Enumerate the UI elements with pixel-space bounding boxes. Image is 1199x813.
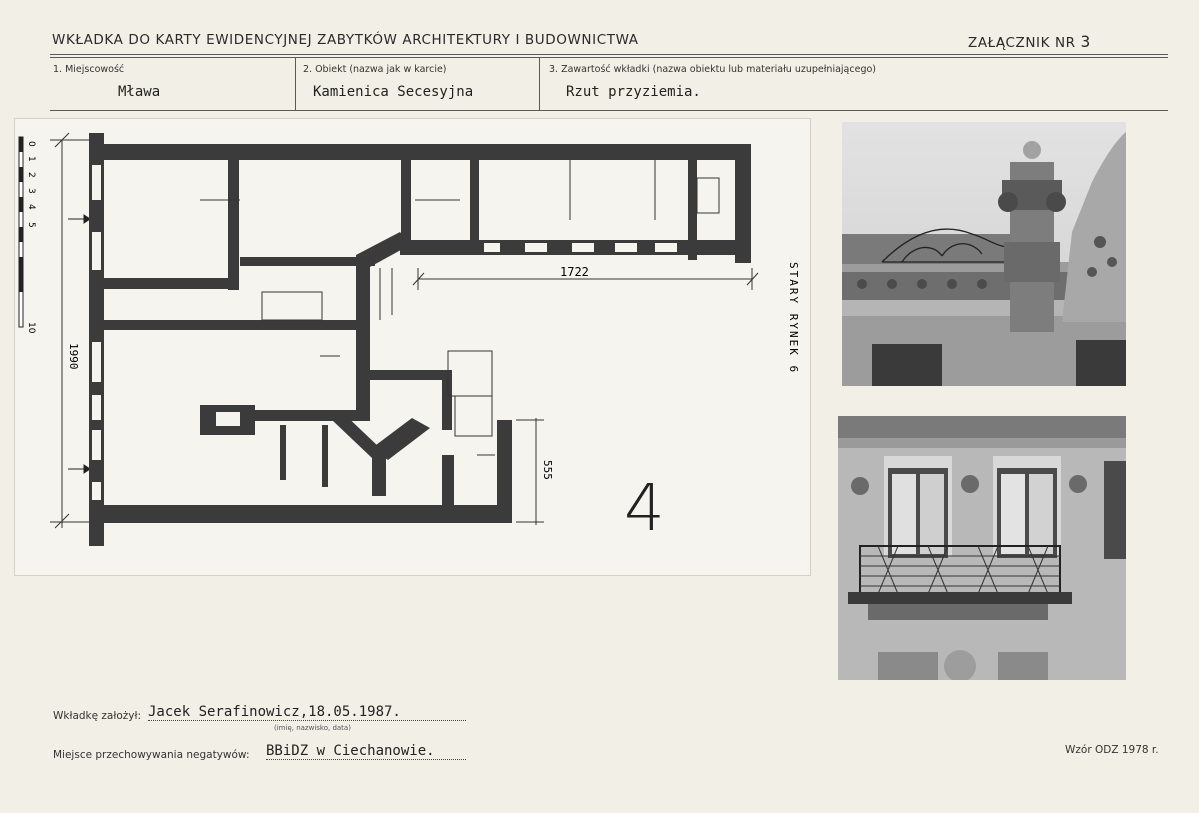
scale-tick-10: 10 xyxy=(26,322,36,334)
field-label-place: 1. Miejscowość xyxy=(53,64,125,75)
scale-tick-5: 5 xyxy=(26,222,36,228)
scale-bar xyxy=(19,137,23,327)
template-note: Wzór ODZ 1978 r. xyxy=(1065,744,1159,756)
scale-tick-2: 2 xyxy=(26,172,36,178)
photo-cornice xyxy=(842,122,1126,386)
field-value-content: Rzut przyziemia. xyxy=(566,84,701,100)
photo-cornice-image xyxy=(842,122,1126,386)
annex-number: 3 xyxy=(1080,32,1091,51)
storage-label: Miejsce przechowywania negatywów: xyxy=(53,749,250,761)
field-label-content: 3. Zawartość wkładki (nazwa obiektu lub materiału uzupełniającego) xyxy=(549,64,876,75)
dimension-depth: 555 xyxy=(541,460,554,480)
street-label: STARY RYNEK 6 xyxy=(787,262,800,375)
dimension-length: 1722 xyxy=(560,265,589,279)
photo-balcony-image xyxy=(838,416,1126,680)
storage-value: BBiDZ w Ciechanowie. xyxy=(266,743,466,760)
dimension-height: 1990 xyxy=(67,343,80,370)
field-value-object: Kamienica Secesyjna xyxy=(313,84,474,100)
annex-label xyxy=(968,32,1091,51)
field-label-object: 2. Obiekt (nazwa jak w karcie) xyxy=(303,64,447,75)
scale-tick-1: 1 xyxy=(26,156,36,162)
sheet-number: 4 xyxy=(624,472,665,546)
annex-label-text: ZAŁĄCZNIK NR xyxy=(968,35,1076,51)
photo-balcony xyxy=(838,416,1126,680)
form-title: WKŁADKA DO KARTY EWIDENCYJNEJ ZABYTKÓW ARCHITEKTURY I BUDOWNICTWA xyxy=(52,32,639,48)
author-label: Wkładkę założył: xyxy=(53,710,142,722)
floor-plan xyxy=(0,0,812,580)
author-hint: (imię, nazwisko, data) xyxy=(274,724,351,732)
author-value: Jacek Serafinowicz,18.05.1987. xyxy=(148,704,466,721)
scale-tick-0: 0 xyxy=(26,141,36,147)
scale-tick-4: 4 xyxy=(26,204,36,210)
scale-tick-3: 3 xyxy=(26,188,36,194)
field-value-place: Mława xyxy=(118,84,161,100)
dimension-line-depth xyxy=(516,418,544,525)
